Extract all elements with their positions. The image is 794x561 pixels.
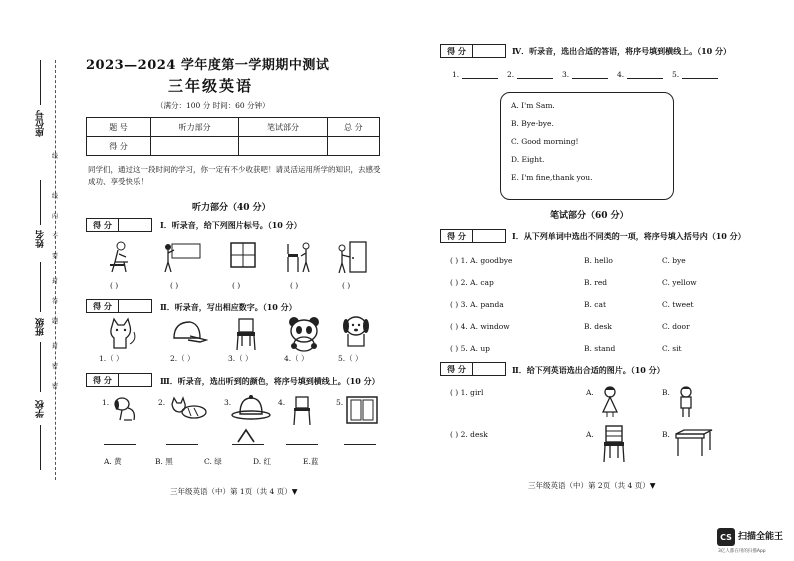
q3-option: D. 红 (253, 457, 272, 466)
w1-option-b: B. desk (584, 322, 612, 331)
seal-char: 线 (52, 193, 59, 200)
q1-blank[interactable]: ( ) (232, 281, 241, 290)
chair-icon (290, 394, 314, 428)
choice-item: C. Good morning! (511, 137, 579, 146)
q3-option: E.蓝 (303, 457, 319, 466)
q4-number: 3. (562, 70, 570, 79)
q3-number: 3. (224, 398, 232, 407)
handwritten-mark-icon (236, 428, 256, 444)
choice-item: B. Bye-bye. (511, 119, 554, 128)
w2-option-a: A. (586, 388, 594, 397)
watermark-tagline: 3亿人都在用的扫描App (718, 549, 766, 554)
w1-question[interactable]: ( ) 1. A. goodbye (450, 256, 513, 265)
q3-answer-line[interactable] (286, 444, 318, 445)
seal-char: 封 (52, 343, 59, 350)
camscanner-logo-icon: CS (717, 528, 735, 546)
q4-number: 5. (672, 70, 680, 79)
seal-char: 答 (52, 298, 59, 305)
w2-title: Ⅱ．给下列英语选出合适的图片。（10 分） (512, 365, 665, 375)
q3-title: Ⅲ．听录音，选出听到的颜色，将序号填到横线上。（10 分） (160, 376, 380, 386)
q3-option: C. 绿 (204, 457, 222, 466)
puppy-icon (110, 394, 140, 424)
w1-question[interactable]: ( ) 4. A. window (450, 322, 510, 331)
chair-icon (232, 316, 260, 354)
listening-title: 听力部分（40 分） (192, 203, 271, 213)
seal-char: 内 (52, 213, 59, 220)
score-box: 得 分 (440, 229, 506, 243)
score-header: 笔试部分 (239, 118, 327, 137)
school-label: 学校 (36, 400, 46, 418)
boy-icon (674, 384, 698, 418)
window-icon (344, 394, 380, 428)
w1-option-c: C. door (662, 322, 690, 331)
seal-mark: 封 (52, 278, 59, 285)
choice-item: A. I'm Sam. (511, 101, 555, 110)
panda-icon (284, 314, 324, 352)
score-header: 总 分 (327, 118, 379, 137)
w1-question[interactable]: ( ) 2. A. cap (450, 278, 494, 287)
girl-icon (598, 384, 622, 418)
q2-blank[interactable]: 5.（ ） (338, 354, 363, 363)
seal-line (55, 60, 56, 480)
score-cell[interactable] (151, 137, 239, 156)
q3-number: 1. (102, 398, 110, 407)
page-footer: 三年级英语（中）第 1页（共 4 页）▼ (170, 487, 298, 496)
q1-blank[interactable]: ( ) (290, 281, 299, 290)
score-table (86, 117, 380, 156)
choice-item: D. Eight. (511, 155, 545, 164)
q4-number: 2. (507, 70, 515, 79)
q3-answer-line[interactable] (344, 444, 376, 445)
q4-title: Ⅳ．听录音，选出合适的答语，将序号填到横线上。（10 分） (512, 46, 731, 56)
score-row-label: 得 分 (87, 137, 151, 156)
w1-option-b: B. cat (584, 300, 606, 309)
score-box: 得 分 (86, 218, 152, 232)
cat-icon (104, 316, 140, 352)
q1-blank[interactable]: ( ) (110, 281, 119, 290)
q3-number: 2. (158, 398, 166, 407)
child-standing-chair-icon (284, 240, 314, 276)
hat-icon (230, 394, 272, 424)
score-cell[interactable] (239, 137, 327, 156)
intro-text: 同学们，通过这一段时间的学习，你一定有不少收获吧！请灵活运用所学的知识，去感受成功、享受快乐！ (88, 165, 381, 186)
choices-box (500, 92, 674, 200)
cap-icon (168, 318, 208, 348)
score-box: 得 分 (86, 373, 152, 387)
school-line-1 (40, 342, 41, 392)
seal-char: 不 (52, 233, 59, 240)
seal-mark: 密 (52, 383, 59, 390)
w2-question[interactable]: ( ) 2. desk (450, 430, 488, 439)
desk-icon (674, 428, 714, 458)
q4-answer-line[interactable] (682, 78, 718, 79)
w1-option-c: C. bye (662, 256, 686, 265)
w2-option-b: B. (662, 430, 670, 439)
q2-blank[interactable]: 1.（ ） (99, 354, 124, 363)
seat-no-line (40, 60, 41, 105)
q2-title: Ⅱ．听录音，写出相应数字。（10 分） (160, 302, 297, 312)
choice-item: E. I'm fine,thank you. (511, 173, 593, 182)
seal-mark: 线 (52, 153, 59, 160)
q2-blank[interactable]: 2.（ ） (170, 354, 195, 363)
w2-option-a: A. (586, 430, 594, 439)
chair-icon (600, 424, 628, 464)
door-icon (334, 240, 368, 276)
w1-option-b: B. stand (584, 344, 616, 353)
window-icon (228, 240, 258, 274)
q3-answer-line[interactable] (232, 444, 264, 445)
seal-char: 要 (52, 253, 59, 260)
q3-number: 4. (278, 398, 286, 407)
exam-title: 2023—2024 学年度第一学期期中测试 (86, 58, 330, 73)
w2-question[interactable]: ( ) 1. girl (450, 388, 484, 397)
school-line-2 (40, 425, 41, 470)
watermark-brand: 扫描全能王 (738, 532, 784, 542)
page-footer: 三年级英语（中）第 2页（共 4 页）▼ (528, 481, 656, 490)
written-title: 笔试部分（60 分） (550, 211, 629, 221)
q4-answer-line[interactable] (627, 78, 663, 79)
seat-no-label: 座位号 (36, 110, 46, 137)
q2-blank[interactable]: 3.（ ） (228, 354, 253, 363)
q3-answer-line[interactable] (166, 444, 198, 445)
w1-title: Ⅰ．从下列单词中选出不同类的一项，将序号填入括号内（10 分） (512, 231, 746, 241)
name-line (40, 180, 41, 225)
seal-char: 题 (52, 318, 59, 325)
w1-question[interactable]: ( ) 3. A. panda (450, 300, 504, 309)
q3-number: 5. (336, 398, 344, 407)
name-label: 姓名 (36, 230, 46, 248)
q2-blank[interactable]: 4.（ ） (284, 354, 309, 363)
exam-meta: （满分：100 分 时间：60 分钟） (156, 101, 270, 110)
q1-title: Ⅰ．听录音，给下列图片标号。（10 分） (160, 220, 302, 230)
score-box: 得 分 (440, 44, 506, 58)
w1-option-c: C. tweet (662, 300, 694, 309)
w1-question[interactable]: ( ) 5. A. up (450, 344, 490, 353)
q3-answer-line[interactable] (104, 444, 136, 445)
class-label: 班级 (36, 318, 46, 336)
score-box: 得 分 (440, 362, 506, 376)
q3-option: B. 黑 (155, 457, 173, 466)
lying-cat-icon (166, 396, 210, 422)
q3-option: A. 黄 (104, 457, 122, 466)
class-line (40, 262, 41, 312)
q4-answer-line[interactable] (462, 78, 498, 79)
w1-option-b: B. red (584, 278, 608, 287)
teacher-blackboard-icon (160, 240, 202, 274)
w1-option-c: C. sit (662, 344, 682, 353)
q1-blank[interactable]: ( ) (170, 281, 179, 290)
q4-answer-line[interactable] (517, 78, 553, 79)
score-box: 得 分 (86, 299, 152, 313)
child-sitting-icon (104, 240, 134, 276)
score-cell[interactable] (327, 137, 379, 156)
w1-option-c: C. yellow (662, 278, 697, 287)
q1-blank[interactable]: ( ) (342, 281, 351, 290)
q4-number: 4. (617, 70, 625, 79)
score-header: 听力部分 (151, 118, 239, 137)
q4-answer-line[interactable] (572, 78, 608, 79)
w2-option-b: B. (662, 388, 670, 397)
q4-number: 1. (452, 70, 460, 79)
w1-option-b: B. hello (584, 256, 613, 265)
dog-icon (338, 312, 374, 350)
seal-char: 密 (52, 363, 59, 370)
score-header: 题 号 (87, 118, 151, 137)
subject-title: 三年级英语 (168, 77, 254, 95)
